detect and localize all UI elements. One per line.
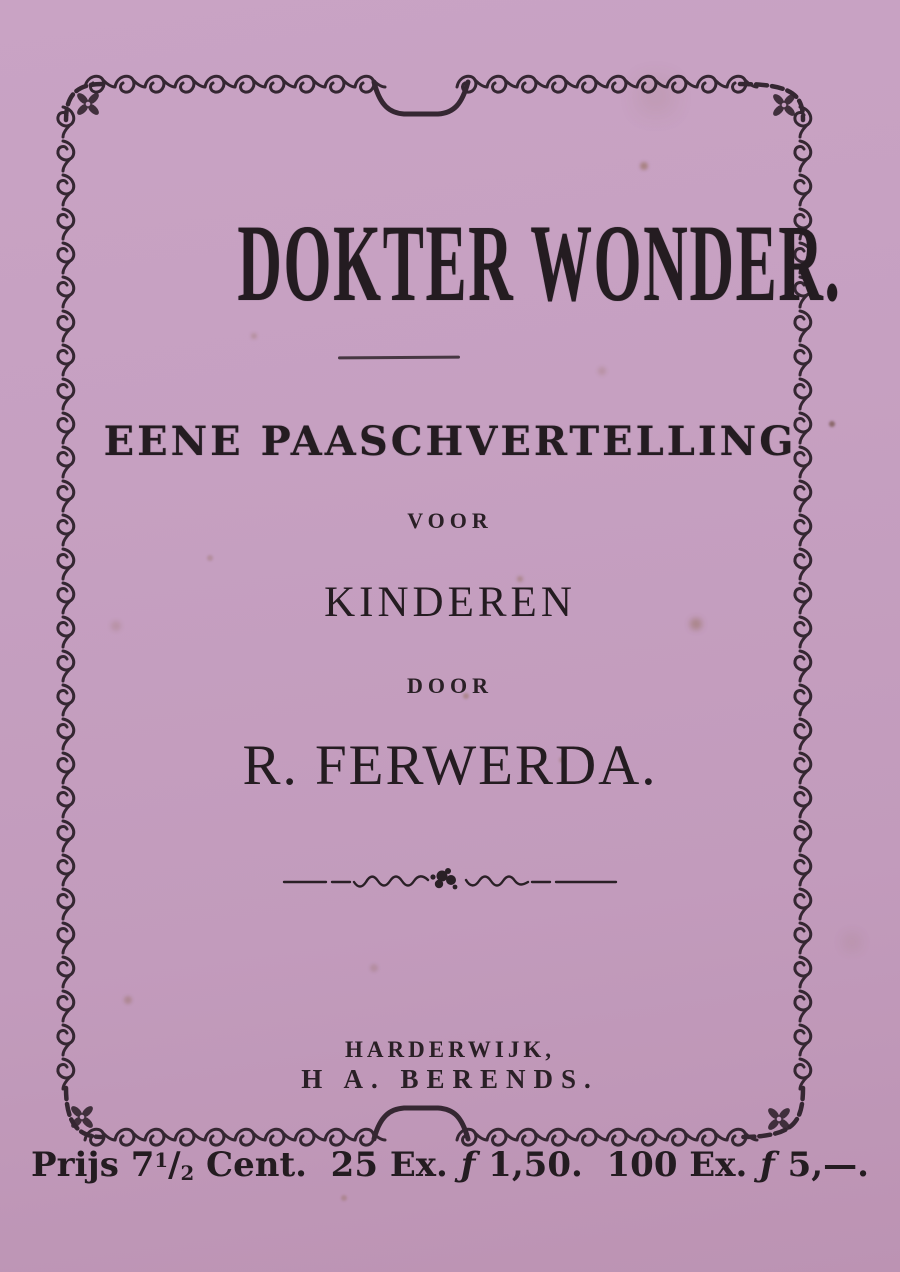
chain-link-icon [58,175,74,205]
voor-label: VOOR [407,508,493,533]
price-text: Prijs 7 [31,1145,155,1185]
four-petal-flower-icon [763,84,804,125]
chain-link-icon [795,345,811,375]
chain-link-icon [795,923,811,953]
chain-link-icon [295,1129,325,1145]
chain-link-icon [667,1129,697,1145]
chain-link-icon [58,889,74,919]
chain-link-icon [235,1129,265,1145]
chain-arch [374,1108,468,1139]
chain-link-icon [115,76,145,92]
price-line [0,1145,900,1185]
chain-link-icon [325,76,355,92]
chain-link-icon [697,1129,727,1145]
chain-link-icon [667,76,697,92]
chain-link-icon [637,1129,667,1145]
chain-link-icon [607,1129,637,1145]
imprint-publisher: H A. BERENDS. [301,1064,599,1094]
audience-label: KINDEREN [324,579,576,626]
florin-sign: ƒ [760,1145,775,1185]
author-name: R. FERWERDA. [242,734,658,797]
book-title-text: DOKTER WONDER. [237,202,842,324]
chain-link-icon [795,141,811,171]
chain-link-icon [145,1129,175,1145]
chain-link-icon [295,76,325,92]
squiggle-divider [282,862,618,898]
chain-link-icon [547,76,577,92]
chain-link-icon [487,1129,517,1145]
divider-right-wiggle [466,877,528,886]
chain-link-icon [145,76,175,92]
chain-link-icon [697,76,727,92]
chain-link-icon [58,141,74,171]
chain-link-icon [547,1129,577,1145]
chain-link-icon [58,855,74,885]
chain-link-icon [795,821,811,851]
chain-link-icon [607,76,637,92]
chain-link-icon [795,549,811,579]
chain-link-icon [265,76,295,92]
florin-sign: ƒ [460,1145,476,1185]
price-fraction-slash: / [168,1145,181,1185]
door-label: DOOR [407,673,493,698]
chain-link-icon [58,481,74,511]
chain-link-icon [355,76,385,92]
chain-link-icon [235,76,265,92]
chain-link-icon [58,923,74,953]
chain-link-icon [205,1129,235,1145]
chain-link-icon [795,379,811,409]
chain-link-icon [355,1129,385,1145]
chain-link-icon [795,889,811,919]
chain-link-icon [457,76,487,92]
chain-link-icon [58,345,74,375]
chain-link-icon [58,549,74,579]
price-text: 1,50. 100 Ex. [476,1145,760,1185]
price-fraction-denominator: 2 [180,1160,195,1185]
chain-dip [374,82,468,114]
price-fraction-numerator: 1 [154,1148,169,1173]
chain-link-icon [517,76,547,92]
chain-link-icon [175,1129,205,1145]
chain-link-icon [637,76,667,92]
chain-link-icon [58,957,74,987]
chain-link-icon [457,1129,487,1145]
chain-link-icon [795,855,811,885]
chain-link-icon [265,1129,295,1145]
chain-link-icon [487,76,517,92]
chain-link-icon [577,76,607,92]
divider-center-ornament [430,868,457,889]
chain-link-icon [58,991,74,1021]
chain-link-icon [58,379,74,409]
chain-link-icon [795,481,811,511]
chain-link-icon [577,1129,607,1145]
chain-link-icon [325,1129,355,1145]
price-text: Cent. 25 Ex. [194,1145,460,1185]
price-text: 5,—. [775,1145,869,1185]
chain-link-icon [795,991,811,1021]
book-title [0,202,900,324]
divider-left-wiggle [354,876,428,886]
chain-link-icon [205,76,235,92]
chain-link-icon [795,175,811,205]
imprint-city: HARDERWIJK, [345,1037,555,1062]
chain-link-icon [517,1129,547,1145]
chain-link-icon [795,957,811,987]
chain-link-icon [58,821,74,851]
book-subtitle: EENE PAASCHVERTELLING [103,418,797,465]
chain-link-icon [115,1129,145,1145]
chain-link-icon [175,76,205,92]
